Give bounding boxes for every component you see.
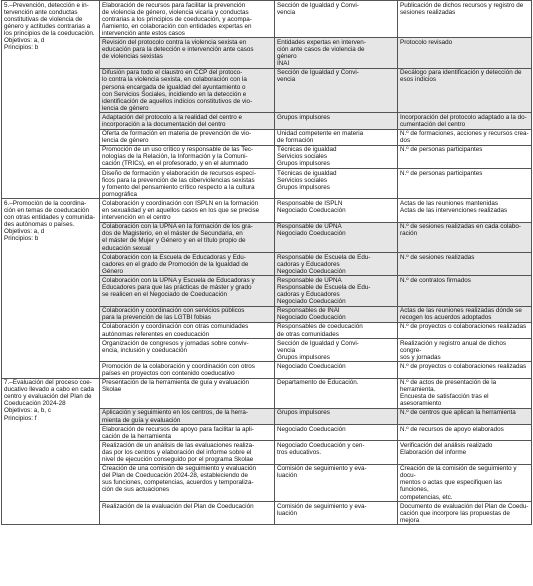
responsible-cell xyxy=(275,169,398,199)
text-line: los principios de la coeducación. xyxy=(4,29,95,37)
text-line: Comisión de seguimiento y eva- xyxy=(277,465,367,473)
text-line: identificación de aquellos indicios constitutivos de vio- xyxy=(102,97,253,105)
text-line: Colaboración y coordinación con otras comunidades xyxy=(102,323,249,331)
responsible-cell xyxy=(275,276,398,306)
action-cell xyxy=(100,408,275,424)
indicator-cell xyxy=(398,1,532,38)
text-line: Departamento de Educación. xyxy=(277,379,359,387)
indicator-cell xyxy=(398,502,532,525)
text-line: Principios: b xyxy=(4,235,39,243)
text-line: Negociado Coeducación xyxy=(277,314,346,322)
text-line: sos y jornadas xyxy=(400,353,441,361)
text-line: Actas de las reuniones realizadas dónde se xyxy=(400,307,522,315)
indicator-cell xyxy=(398,378,532,408)
text-line: Diseño de formación y elaboración de recursos especí- xyxy=(102,169,257,177)
action-cell xyxy=(100,199,275,222)
responsible-cell xyxy=(275,502,398,525)
text-line: Actas de las reuniones mantenidas xyxy=(400,199,499,207)
text-line: das por los centros y elaboración del informe sobre el xyxy=(102,448,252,456)
indicator-cell xyxy=(398,68,532,113)
text-line: Promoción de un uso crítico y responsable de las Tec- xyxy=(102,146,254,154)
text-line: de violencia de género, violencia vicaria y conductas xyxy=(102,8,249,16)
text-line: sus funciones, competencias, acuerdos y temporaliza- xyxy=(102,479,254,487)
action-cell xyxy=(100,378,275,408)
responsible-cell xyxy=(275,129,398,145)
text-line: esos indicios xyxy=(400,76,437,84)
text-line: Responsable de ISPLN xyxy=(277,199,343,207)
action-cell xyxy=(100,339,275,362)
indicator-cell xyxy=(398,38,532,68)
text-line: de formación xyxy=(277,137,314,145)
text-line: Grupos impulsores xyxy=(277,113,330,121)
indicator-cell xyxy=(398,441,532,464)
text-line: Colaboración y coordinación con ISPLN en la formación xyxy=(102,199,259,207)
text-line: Promoción de la colaboración y coordinación con otros xyxy=(102,362,255,370)
responsible-cell xyxy=(275,68,398,113)
text-line: lo contra la violencia sexista, en colaboración con la xyxy=(102,76,247,84)
text-line: Actas de las intervenciones realizadas xyxy=(400,207,508,215)
text-line: Responsable de Escuela de Edu- xyxy=(277,253,371,261)
text-line: Grupos impulsores xyxy=(277,353,330,361)
text-line: Coeducación 2024-28 xyxy=(4,400,66,408)
text-line: Negociado Coeducación xyxy=(277,207,346,215)
text-line: Responsables de INAI xyxy=(277,307,340,315)
indicator-cell xyxy=(398,322,532,338)
responsible-cell xyxy=(275,253,398,276)
text-line: tervención ante conductas xyxy=(4,8,78,16)
text-line: Decálogo para identificación y detección de xyxy=(400,69,522,77)
text-line: Realización de un análisis de las evaluaciones realiza- xyxy=(102,441,255,449)
objective-cell xyxy=(2,1,100,199)
text-line: Objetivos: a, d xyxy=(4,228,45,236)
text-line: Principios: f xyxy=(4,414,37,422)
action-cell xyxy=(100,68,275,113)
text-line: Negociado Coeducación xyxy=(277,267,346,275)
text-line: intervención en el centro xyxy=(102,214,171,222)
text-line: Responsables de coeducación xyxy=(277,323,363,331)
action-cell xyxy=(100,113,275,129)
text-line: Incorporación del protocolo adaptado a la do- xyxy=(400,113,527,121)
indicator-cell xyxy=(398,199,532,222)
text-line: N.º de sesiones realizadas en cada colabo- xyxy=(400,223,521,231)
text-line: ción de sus actuaciones xyxy=(102,486,170,494)
text-line: ración xyxy=(400,230,418,238)
indicator-cell xyxy=(398,306,532,322)
text-line: Presentación de la herramienta de guía y evaluación xyxy=(102,379,250,387)
text-line: ción ante casos de violencia de xyxy=(277,46,365,54)
text-line: Protocolo revisado xyxy=(400,38,453,46)
text-line: nivel de ejecución conseguido por el programa Skolae xyxy=(102,456,254,464)
text-line: N.º de actos de presentación de la herramienta. xyxy=(400,379,497,394)
text-line: Principios: b xyxy=(4,44,39,52)
indicator-cell xyxy=(398,425,532,441)
text-line: Elaboración del informe xyxy=(400,448,467,456)
text-line: ción en temas de coeducación xyxy=(4,207,90,215)
text-line: Grupos impulsores xyxy=(277,183,330,191)
text-line: Creación de la comisión de seguimiento y docu- xyxy=(400,465,517,480)
text-line: Elaboración de recursos de apoyo para facilitar la apli- xyxy=(102,425,254,433)
text-line: nologías de la Relación, la Información y la Comuni- xyxy=(102,153,248,161)
text-line: Unidad competente en materia xyxy=(277,130,364,138)
action-cell xyxy=(100,322,275,338)
text-line: Realización y registro anual de dichos congre- xyxy=(400,339,507,354)
text-line: N.º de formaciones, acciones y recursos crea- xyxy=(400,130,529,138)
action-cell xyxy=(100,306,275,322)
text-line: género xyxy=(277,53,297,61)
action-cell xyxy=(100,253,275,276)
text-line: Sección de Igualdad y Convi- xyxy=(277,339,359,347)
action-cell xyxy=(100,362,275,378)
text-line: con otras entidades y comunida- xyxy=(4,214,96,222)
text-line: en sexualidad y en aquellos casos en los que se precise xyxy=(102,207,260,215)
responsible-cell xyxy=(275,362,398,378)
text-line: INAI xyxy=(277,60,290,68)
indicator-cell xyxy=(398,129,532,145)
text-line: Entidades expertas en interven- xyxy=(277,38,366,46)
text-line: vencia xyxy=(277,346,296,354)
indicator-cell xyxy=(398,113,532,129)
text-line: Servicios sociales xyxy=(277,153,328,161)
text-line: dos de Magisterio, en el máster de Secundaria, en xyxy=(102,230,243,238)
text-line: N.º de sesiones realizadas xyxy=(400,253,475,261)
action-cell xyxy=(100,129,275,145)
text-line: pornográfica xyxy=(102,190,138,198)
text-line: centro y evaluación del Plan de xyxy=(4,393,92,401)
text-line: Oferta de formación en materia de prevención de vio- xyxy=(102,130,252,138)
text-line: Colaboración y coordinación con servicios públicos xyxy=(102,307,245,315)
text-line: cadores en el grado de Promoción de la Igualdad de xyxy=(102,260,249,268)
text-line: y fomento del pensamiento crítico respecto a la cultura xyxy=(102,183,255,191)
text-line: el máster de Mujer y Género y en el título propio de xyxy=(102,237,246,245)
responsible-cell xyxy=(275,199,398,222)
text-line: del Plan de Coeducación 2024-28, estableciendo de xyxy=(102,472,248,480)
text-line: Organización de congresos y jornadas sobre conviv- xyxy=(102,339,249,347)
text-line: Sección de Igualdad y Convi- xyxy=(277,1,359,9)
text-line: constitutivas de violencia de xyxy=(4,15,83,23)
text-line: cumentación del centro xyxy=(400,121,466,128)
text-line: Servicios sociales xyxy=(277,176,328,184)
text-line: 6.–Promoción de la coordina- xyxy=(4,199,87,207)
text-line: N.º de proyectos o colaboraciones realizadas xyxy=(400,323,527,331)
action-cell xyxy=(100,222,275,252)
responsible-cell xyxy=(275,145,398,168)
action-cell xyxy=(100,169,275,199)
text-line: encia, inclusión y coeducación xyxy=(102,346,188,354)
text-line: cación de la herramienta xyxy=(102,432,171,440)
text-line: Responsable de Escuela de Edu- xyxy=(277,283,371,291)
action-cell xyxy=(100,145,275,168)
text-line: Negociado Coeducación xyxy=(277,362,346,370)
text-line: Colaboración con la Escuela de Educadoras y Edu- xyxy=(102,253,246,261)
text-line: intervención ante estos casos xyxy=(102,29,185,37)
action-cell xyxy=(100,1,275,38)
text-line: Negociado Coeducación xyxy=(277,230,346,238)
text-line: luación xyxy=(277,472,297,480)
text-line: persona encargada de igualdad del ayuntamiento o xyxy=(102,83,246,91)
responsible-cell xyxy=(275,339,398,362)
indicator-cell xyxy=(398,276,532,306)
action-cell xyxy=(100,441,275,464)
text-line: con Servicios Sociales, incidiendo en la detección e xyxy=(102,90,247,98)
responsible-cell xyxy=(275,464,398,501)
text-line: vencia xyxy=(277,76,296,84)
text-line: cadoras y Educadores xyxy=(277,260,340,268)
responsible-cell xyxy=(275,113,398,129)
responsible-cell xyxy=(275,1,398,38)
indicator-cell xyxy=(398,222,532,252)
text-line: ficos para la prevención de las ciberviolencias sexistas xyxy=(102,176,255,184)
text-line: Encuesta de satisfacción tras el asesoramiento xyxy=(400,393,489,408)
responsible-cell xyxy=(275,322,398,338)
text-line: Responsable de UPNA xyxy=(277,223,342,231)
text-line: cación que incorpore las propuestas de mejora xyxy=(400,509,510,524)
action-cell xyxy=(100,464,275,501)
text-line: ducativo llevado a cabo en cada xyxy=(4,386,94,394)
text-line: Creación de una comisión de seguimiento y evaluación xyxy=(102,465,257,473)
text-line: contrarias a los principios de coeducación, y acompa- xyxy=(102,15,252,23)
text-line: Realización de la evaluación del Plan de Coeducación xyxy=(102,502,254,510)
text-line: mienta de guía y evaluación xyxy=(102,416,181,424)
objective-cell xyxy=(2,199,100,378)
text-line: sesiones realizadas xyxy=(400,8,456,16)
table-row xyxy=(2,1,532,38)
indicator-cell xyxy=(398,464,532,501)
text-line: Aplicación y seguimiento en los centros, de la herra- xyxy=(102,409,248,417)
text-line: 7.–Evaluación del proceso coe- xyxy=(4,379,92,387)
responsible-cell xyxy=(275,306,398,322)
text-line: recogen los acuerdos adoptados xyxy=(400,314,492,322)
text-line: incorporación a la documentación del centro xyxy=(102,121,226,128)
text-line: Negociado Coeducación xyxy=(277,425,346,433)
responsible-cell xyxy=(275,425,398,441)
text-line: N.º de proyectos o colaboraciones realizadas xyxy=(400,362,527,370)
indicator-cell xyxy=(398,362,532,378)
text-line: mentos o actas que especifiquen las funciones, xyxy=(400,479,502,494)
text-line: educación sexual xyxy=(102,244,151,252)
indicator-cell xyxy=(398,145,532,168)
text-line: N.º de personas participantes xyxy=(400,146,483,154)
text-line: Objetivos: a, d xyxy=(4,36,45,44)
table-row xyxy=(2,378,532,408)
responsible-cell xyxy=(275,38,398,68)
indicator-cell xyxy=(398,253,532,276)
text-line: Elaboración de recursos para facilitar la prevención xyxy=(102,1,246,9)
text-line: N.º de personas participantes xyxy=(400,169,483,177)
coeducation-plan-table xyxy=(1,0,532,525)
text-line: cadoras y Educadores xyxy=(277,291,340,299)
text-line: N.º de centros que aplican la herramienta xyxy=(400,409,516,417)
text-line: dos xyxy=(400,137,411,145)
text-line: lencia de género xyxy=(102,104,149,112)
text-line: Comisión de seguimiento y eva- xyxy=(277,502,367,510)
text-line: Difusión para todo el claustro en CCP del protoco- xyxy=(102,69,243,77)
text-line: se realicen en el Negociado de Coeducación xyxy=(102,291,227,299)
table-row xyxy=(2,199,532,222)
text-line: Género xyxy=(102,267,124,275)
text-line: Revisión del protocolo contra la violencia sexista en xyxy=(102,38,247,46)
text-line: de violencias sexistas xyxy=(102,53,163,61)
indicator-cell xyxy=(398,339,532,362)
responsible-cell xyxy=(275,441,398,464)
responsible-cell xyxy=(275,378,398,408)
indicator-cell xyxy=(398,408,532,424)
text-line: cación (TRICs), en el profesorado, y en el alumnado xyxy=(102,160,248,168)
text-line: Negociado Coeducación xyxy=(277,298,346,306)
text-line: competencias, etc. xyxy=(400,493,453,501)
action-cell xyxy=(100,425,275,441)
text-line: Colaboración con la UPNA en la formación de los gra- xyxy=(102,223,253,231)
text-line: género y actitudes contrarias a xyxy=(4,22,91,30)
text-line: países en proyectos con contenido coeducativo xyxy=(102,370,235,377)
text-line: Educadores para que las prácticas de máster y grado xyxy=(102,283,252,291)
text-line: para la prevención de las LGTBI fobias xyxy=(102,314,211,322)
text-line: N.º de recursos de apoyo elaborados xyxy=(400,425,504,433)
text-line: Objetivos: a, b, c xyxy=(4,407,51,415)
text-line: Técnicas de igualdad xyxy=(277,169,337,177)
text-line: lencia de género xyxy=(102,137,149,145)
text-line: tros educativos. xyxy=(277,448,322,456)
text-line: des autónomas o países. xyxy=(4,221,75,229)
text-line: autónomas referentes en coeducación xyxy=(102,330,210,338)
text-line: Técnicas de igualdad xyxy=(277,146,337,154)
action-cell xyxy=(100,502,275,525)
text-line: Adaptación del protocolo a la realidad del centro e xyxy=(102,113,243,121)
text-line: Responsable de UPNA xyxy=(277,276,342,284)
text-line: N.º de contratos firmados xyxy=(400,276,471,284)
text-line: Skolae xyxy=(102,386,122,394)
action-cell xyxy=(100,38,275,68)
text-line: Documento de evaluación del Plan de Coedu- xyxy=(400,502,529,510)
text-line: ñamiento, en colaboración con entidades expertas en xyxy=(102,22,252,30)
text-line: educación para la detección e intervención ante casos xyxy=(102,46,254,54)
text-line: 5.–Prevención, detección e in- xyxy=(4,1,89,9)
text-line: Negociado Coeducación y cen- xyxy=(277,441,365,449)
objective-cell xyxy=(2,378,100,525)
text-line: Sección de Igualdad y Convi- xyxy=(277,69,359,77)
text-line: Publicación de dichos recursos y registro de xyxy=(400,1,524,9)
text-line: luación xyxy=(277,509,297,517)
indicator-cell xyxy=(398,169,532,199)
responsible-cell xyxy=(275,222,398,252)
text-line: vencia xyxy=(277,8,296,16)
responsible-cell xyxy=(275,408,398,424)
text-line: Colaboración con la UPNA y Escuela de Educadoras y xyxy=(102,276,255,284)
text-line: de otras comunidades xyxy=(277,330,339,338)
table-body xyxy=(2,1,532,525)
text-line: Verificación del análisis realizado xyxy=(400,441,493,449)
action-cell xyxy=(100,276,275,306)
text-line: Grupos impulsores xyxy=(277,409,330,417)
text-line: Grupos impulsores xyxy=(277,160,330,168)
